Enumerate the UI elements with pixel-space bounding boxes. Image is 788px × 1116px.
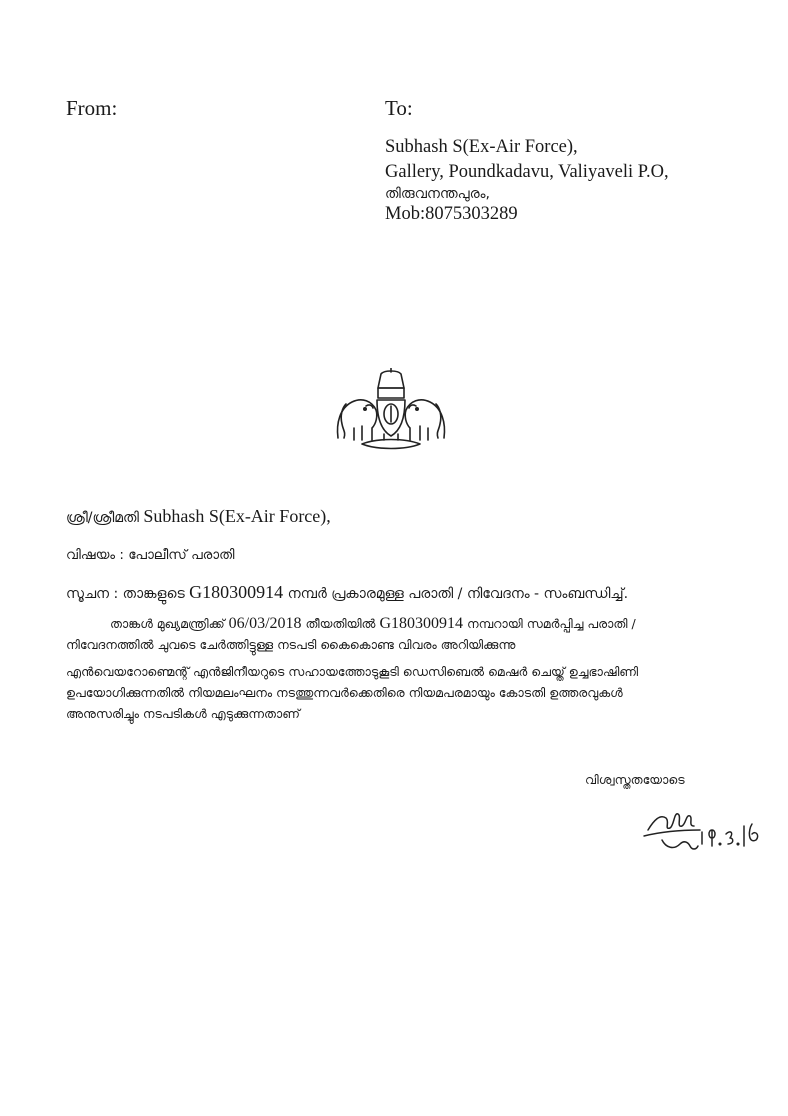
complaint-number: G180300914 (379, 615, 463, 632)
body-paragraph-line: അനുസരിച്ചും നടപടികൾ എടുക്കുന്നതാണ് (66, 706, 300, 721)
handwritten-signature-icon (640, 800, 770, 860)
complaint-date: 06/03/2018 (228, 615, 302, 632)
reference-suffix: നമ്പർ പ്രകാരമുള്ള പരാതി / നിവേദനം - സംബന്ധിച്ച്. (283, 586, 629, 602)
recipient-name: Subhash S(Ex-Air Force), (385, 137, 578, 157)
to-label: To: (385, 96, 413, 120)
salutation (66, 506, 331, 527)
body-paragraph-line: ഉപയോഗിക്കുന്നതിൽ നിയമലംഘനം നടത്തുന്നവർക്കെതിരെ നിയമപരമായും കോടതി ഉത്തരവുകൾ (66, 685, 623, 700)
closing-phrase: വിശ്വസ്തതയോടെ (585, 772, 685, 787)
body-paragraph-line (110, 615, 636, 633)
recipient-address-line: Gallery, Poundkadavu, Valiyaveli P.O, (385, 162, 669, 182)
salutation-name: Subhash S(Ex-Air Force), (143, 506, 331, 526)
reference-prefix: സൂചന : താങ്കളുടെ (66, 586, 190, 602)
body-paragraph-line: നിവേദനത്തിൽ ചുവടെ ചേർത്തിട്ടുള്ള നടപടി കൈകൊണ്ട വിവരം അറിയിക്കുന്നു (66, 637, 516, 652)
recipient-city: തിരുവനന്തപുരം, (385, 186, 490, 202)
subject-line: വിഷയം : പോലീസ് പരാതി (66, 547, 235, 563)
from-label: From: (66, 96, 118, 120)
recipient-phone: Mob:8075303289 (385, 204, 518, 224)
kerala-state-emblem-icon (332, 368, 450, 452)
salutation-prefix: ശ്രീ/ശ്രീമതി (66, 510, 144, 526)
body-text: തീയതിയിൽ (301, 616, 380, 631)
reference-line (66, 582, 628, 603)
body-text: താങ്കൾ മുഖ്യമന്ത്രിക്ക് (110, 616, 229, 631)
reference-number: G180300914 (189, 582, 284, 602)
body-paragraph-line: എൻവെയറോണ്മെന്റ് എൻജിനീയറുടെ സഹായത്തോടുകൂടി ഡെസിബെൽ മെഷർ ചെയ്ത് ഉച്ചഭാഷിണി (66, 664, 639, 679)
body-text: നമ്പറായി സമർപ്പിച്ച പരാതി / (463, 616, 636, 631)
